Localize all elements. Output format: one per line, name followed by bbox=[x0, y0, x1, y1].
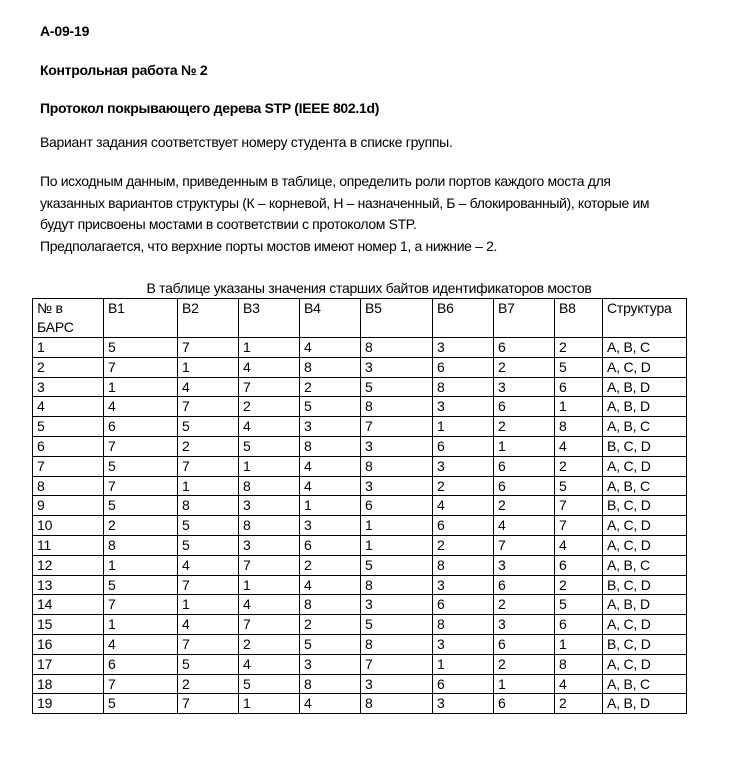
table-row bbox=[33, 575, 687, 595]
bridge-id-cell: 5 bbox=[178, 417, 239, 437]
bridge-id-cell: 5 bbox=[178, 654, 239, 674]
bridge-id-cell: 7 bbox=[104, 595, 178, 615]
structure-cell: A, B, D bbox=[603, 595, 687, 615]
bridge-id-cell: 6 bbox=[494, 338, 555, 358]
structure-cell: B, C, D bbox=[603, 496, 687, 516]
bridge-id-cell: 5 bbox=[361, 615, 433, 635]
bridge-id-cell: 8 bbox=[433, 555, 494, 575]
bridge-id-cell: 8 bbox=[300, 674, 361, 694]
bridge-id-cell: 4 bbox=[178, 377, 239, 397]
bridge-id-cell: 8 bbox=[361, 575, 433, 595]
structure-cell: A, B, C bbox=[603, 674, 687, 694]
bridge-id-cell: 7 bbox=[555, 516, 603, 536]
bridge-id-cell: 4 bbox=[300, 694, 361, 714]
bridge-id-cell: 1 bbox=[433, 654, 494, 674]
bridge-id-cell: 8 bbox=[300, 436, 361, 456]
bridge-id-cell: 3 bbox=[361, 674, 433, 694]
bridge-id-cell: 6 bbox=[494, 476, 555, 496]
bridge-id-cell: 3 bbox=[433, 397, 494, 417]
bridge-id-cell: 7 bbox=[178, 338, 239, 358]
bridge-id-cell: 5 bbox=[104, 694, 178, 714]
bridge-id-cell: 1 bbox=[555, 634, 603, 654]
bridge-id-cell: 7 bbox=[178, 397, 239, 417]
table-row bbox=[33, 496, 687, 516]
table-row bbox=[33, 338, 687, 358]
bridge-id-cell: 2 bbox=[300, 555, 361, 575]
bridge-id-cell: 6 bbox=[433, 595, 494, 615]
bridge-id-cell: 5 bbox=[239, 674, 300, 694]
bridge-id-cell: 2 bbox=[494, 496, 555, 516]
bridge-id-cell: 3 bbox=[300, 417, 361, 437]
structure-cell: A, B, C bbox=[603, 338, 687, 358]
bridge-id-cell: 2 bbox=[494, 357, 555, 377]
variant-number-cell: 16 bbox=[33, 634, 104, 654]
table-row bbox=[33, 555, 687, 575]
bridge-id-cell: 2 bbox=[555, 575, 603, 595]
bridge-id-cell: 5 bbox=[104, 338, 178, 358]
bridge-id-cell: 1 bbox=[433, 417, 494, 437]
task-paragraph-line: указанных вариантов структуры (К – корневой, Н – назначенный, Б – блокированный), которые им bbox=[40, 194, 650, 211]
structure-cell: A, C, D bbox=[603, 456, 687, 476]
bridge-id-cell: 8 bbox=[361, 634, 433, 654]
bridge-id-cell: 6 bbox=[361, 496, 433, 516]
table-row bbox=[33, 674, 687, 694]
document-subtitle: Протокол покрывающего дерева STP (IEEE 802.1d) bbox=[40, 100, 380, 116]
header-bridge-b7: B7 bbox=[494, 299, 555, 338]
bridge-id-cell: 4 bbox=[239, 654, 300, 674]
variant-number-cell: 13 bbox=[33, 575, 104, 595]
bridge-id-cell: 2 bbox=[178, 674, 239, 694]
bridge-id-cell: 4 bbox=[239, 357, 300, 377]
bridge-id-cell: 8 bbox=[300, 595, 361, 615]
variant-number-cell: 6 bbox=[33, 436, 104, 456]
bridge-id-cell: 1 bbox=[300, 496, 361, 516]
variant-number-cell: 10 bbox=[33, 516, 104, 536]
bridge-id-cell: 8 bbox=[361, 456, 433, 476]
table-body bbox=[33, 338, 687, 714]
table-row bbox=[33, 595, 687, 615]
bridge-id-cell: 5 bbox=[178, 516, 239, 536]
bridge-id-cell: 1 bbox=[239, 338, 300, 358]
bridge-id-cell: 7 bbox=[361, 654, 433, 674]
bridge-id-cell: 7 bbox=[239, 377, 300, 397]
structure-cell: B, C, D bbox=[603, 436, 687, 456]
bridge-id-cell: 3 bbox=[300, 516, 361, 536]
table-row bbox=[33, 476, 687, 496]
bridge-id-cell: 5 bbox=[361, 555, 433, 575]
structure-cell: A, B, C bbox=[603, 476, 687, 496]
bridge-id-cell: 8 bbox=[178, 496, 239, 516]
structure-cell: A, C, D bbox=[603, 357, 687, 377]
table-header-row bbox=[33, 299, 687, 338]
variant-number-cell: 3 bbox=[33, 377, 104, 397]
table-row bbox=[33, 694, 687, 714]
header-structure: Структура bbox=[603, 299, 687, 338]
task-paragraph-line: По исходным данным, приведенным в таблице, определить роли портов каждого моста для bbox=[40, 173, 611, 189]
table-row bbox=[33, 436, 687, 456]
bridge-id-cell: 8 bbox=[361, 694, 433, 714]
structure-cell: A, B, D bbox=[603, 694, 687, 714]
bridge-id-cell: 4 bbox=[178, 615, 239, 635]
bridge-id-cell: 7 bbox=[494, 535, 555, 555]
bridge-id-cell: 6 bbox=[300, 535, 361, 555]
bridge-id-cell: 2 bbox=[104, 516, 178, 536]
bridge-id-cell: 6 bbox=[555, 377, 603, 397]
table-row bbox=[33, 377, 687, 397]
bridge-id-cell: 4 bbox=[239, 417, 300, 437]
structure-cell: A, B, D bbox=[603, 397, 687, 417]
header-bridge-b3: B3 bbox=[239, 299, 300, 338]
variant-number-cell: 2 bbox=[33, 357, 104, 377]
bridge-id-cell: 5 bbox=[178, 535, 239, 555]
bridge-id-cell: 1 bbox=[178, 595, 239, 615]
bridge-id-cell: 8 bbox=[361, 397, 433, 417]
bridge-id-cell: 4 bbox=[239, 595, 300, 615]
bridge-id-cell: 1 bbox=[178, 476, 239, 496]
bridge-id-cell: 1 bbox=[239, 575, 300, 595]
header-barс-number: № в БАРС bbox=[33, 299, 104, 338]
bridge-id-cell: 5 bbox=[300, 397, 361, 417]
bridge-id-cell: 7 bbox=[178, 575, 239, 595]
bridge-id-cell: 8 bbox=[300, 357, 361, 377]
bridge-id-cell: 6 bbox=[494, 634, 555, 654]
bridge-id-cell: 2 bbox=[555, 456, 603, 476]
table-row bbox=[33, 516, 687, 536]
structure-cell: A, B, D bbox=[603, 377, 687, 397]
bridge-id-cell: 3 bbox=[433, 694, 494, 714]
bridge-id-cell: 8 bbox=[433, 377, 494, 397]
bridge-id-cell: 3 bbox=[433, 575, 494, 595]
bridge-id-cell: 6 bbox=[494, 575, 555, 595]
bridge-id-cell: 2 bbox=[433, 535, 494, 555]
structure-cell: B, C, D bbox=[603, 575, 687, 595]
variant-number-cell: 17 bbox=[33, 654, 104, 674]
bridge-id-cell: 2 bbox=[555, 694, 603, 714]
task-paragraph bbox=[40, 171, 649, 257]
bridge-id-cell: 1 bbox=[555, 397, 603, 417]
bridge-id-cell: 3 bbox=[361, 357, 433, 377]
bridge-id-cell: 5 bbox=[104, 496, 178, 516]
bridge-id-cell: 6 bbox=[433, 516, 494, 536]
bridge-id-cell: 7 bbox=[178, 456, 239, 476]
bridge-id-cell: 6 bbox=[555, 615, 603, 635]
bridge-id-cell: 4 bbox=[555, 674, 603, 694]
bridge-id-cell: 3 bbox=[239, 535, 300, 555]
bridge-id-cell: 3 bbox=[433, 456, 494, 476]
bridge-id-cell: 8 bbox=[555, 654, 603, 674]
bridge-id-cell: 6 bbox=[555, 555, 603, 575]
table-row bbox=[33, 417, 687, 437]
bridge-id-cell: 6 bbox=[494, 694, 555, 714]
bridge-id-cell: 1 bbox=[494, 436, 555, 456]
variant-number-cell: 4 bbox=[33, 397, 104, 417]
bridge-id-cell: 3 bbox=[433, 634, 494, 654]
table-row bbox=[33, 634, 687, 654]
variant-number-cell: 5 bbox=[33, 417, 104, 437]
bridge-id-cell: 4 bbox=[178, 555, 239, 575]
bridge-id-cell: 3 bbox=[433, 338, 494, 358]
bridge-id-cell: 8 bbox=[239, 476, 300, 496]
table-caption: В таблице указаны значения старших байтов идентификаторов мостов bbox=[146, 280, 592, 296]
bridge-id-cell: 1 bbox=[239, 456, 300, 476]
bridge-id-cell: 1 bbox=[239, 694, 300, 714]
bridge-id-cell: 5 bbox=[555, 595, 603, 615]
header-bridge-b5: B5 bbox=[361, 299, 433, 338]
variant-number-cell: 18 bbox=[33, 674, 104, 694]
bridge-id-cell: 3 bbox=[361, 436, 433, 456]
header-bridge-b6: B6 bbox=[433, 299, 494, 338]
bridge-id-cell: 5 bbox=[104, 575, 178, 595]
bridge-id-cell: 1 bbox=[104, 377, 178, 397]
bridge-id-cell: 7 bbox=[104, 436, 178, 456]
bridge-id-cell: 6 bbox=[433, 674, 494, 694]
variant-paragraph: Вариант задания соответствует номеру студента в списке группы. bbox=[40, 134, 453, 150]
variant-number-cell: 15 bbox=[33, 615, 104, 635]
bridge-id-cell: 2 bbox=[494, 417, 555, 437]
header-bridge-b1: B1 bbox=[104, 299, 178, 338]
bridge-id-cell: 6 bbox=[494, 397, 555, 417]
bridge-id-cell: 2 bbox=[239, 397, 300, 417]
bridge-id-cell: 7 bbox=[239, 615, 300, 635]
bridge-id-cell: 5 bbox=[361, 377, 433, 397]
bridge-id-cell: 1 bbox=[361, 535, 433, 555]
bridge-id-cell: 7 bbox=[239, 555, 300, 575]
bridge-id-cell: 7 bbox=[104, 357, 178, 377]
structure-cell: B, C, D bbox=[603, 634, 687, 654]
bridge-id-cell: 8 bbox=[239, 516, 300, 536]
bridge-id-cell: 2 bbox=[494, 595, 555, 615]
header-bridge-b8: B8 bbox=[555, 299, 603, 338]
table-row bbox=[33, 654, 687, 674]
bridge-id-cell: 2 bbox=[494, 654, 555, 674]
variant-number-cell: 8 bbox=[33, 476, 104, 496]
task-paragraph-line: будут присвоены мостами в соответствии с протоколом STP. bbox=[40, 216, 417, 232]
bridge-id-cell: 4 bbox=[300, 575, 361, 595]
bridge-id-cell: 4 bbox=[555, 436, 603, 456]
bridge-id-cell: 2 bbox=[178, 436, 239, 456]
bridge-id-cell: 3 bbox=[361, 476, 433, 496]
bridge-id-cell: 7 bbox=[178, 694, 239, 714]
bridge-id-cell: 3 bbox=[361, 595, 433, 615]
document-code: А-09-19 bbox=[40, 23, 90, 39]
bridge-id-cell: 7 bbox=[178, 634, 239, 654]
structure-cell: A, C, D bbox=[603, 654, 687, 674]
variant-number-cell: 9 bbox=[33, 496, 104, 516]
variant-number-cell: 7 bbox=[33, 456, 104, 476]
bridge-id-cell: 2 bbox=[300, 377, 361, 397]
bridge-id-cell: 2 bbox=[300, 615, 361, 635]
bridge-id-cell: 8 bbox=[104, 535, 178, 555]
variant-number-cell: 19 bbox=[33, 694, 104, 714]
bridge-id-cell: 8 bbox=[555, 417, 603, 437]
bridge-id-cell: 4 bbox=[494, 516, 555, 536]
bridge-id-cell: 4 bbox=[300, 476, 361, 496]
bridge-id-cell: 5 bbox=[300, 634, 361, 654]
bridge-id-cell: 5 bbox=[555, 476, 603, 496]
bridge-id-cell: 6 bbox=[104, 417, 178, 437]
bridge-id-cell: 7 bbox=[104, 674, 178, 694]
bridge-id-cell: 4 bbox=[104, 397, 178, 417]
bridge-id-cell: 6 bbox=[433, 436, 494, 456]
variant-number-cell: 12 bbox=[33, 555, 104, 575]
bridge-id-cell: 6 bbox=[104, 654, 178, 674]
bridge-id-cell: 7 bbox=[104, 476, 178, 496]
bridge-id-cell: 1 bbox=[494, 674, 555, 694]
bridge-id-cell: 3 bbox=[494, 555, 555, 575]
bridge-id-cell: 5 bbox=[239, 436, 300, 456]
bridge-id-cell: 2 bbox=[433, 476, 494, 496]
variant-number-cell: 1 bbox=[33, 338, 104, 358]
table-row bbox=[33, 397, 687, 417]
bridge-id-cell: 5 bbox=[555, 357, 603, 377]
bridge-id-cell: 1 bbox=[104, 615, 178, 635]
bridge-id-cell: 3 bbox=[494, 615, 555, 635]
bridge-id-cell: 5 bbox=[104, 456, 178, 476]
bridge-id-cell: 1 bbox=[178, 357, 239, 377]
bridge-id-cell: 3 bbox=[494, 377, 555, 397]
table-row bbox=[33, 456, 687, 476]
bridge-id-cell: 7 bbox=[555, 496, 603, 516]
bridge-id-cell: 4 bbox=[555, 535, 603, 555]
bridge-id-cell: 4 bbox=[300, 338, 361, 358]
variant-number-cell: 14 bbox=[33, 595, 104, 615]
variant-number-cell: 11 bbox=[33, 535, 104, 555]
bridge-id-cell: 6 bbox=[433, 357, 494, 377]
bridge-id-cell: 7 bbox=[361, 417, 433, 437]
structure-cell: A, B, C bbox=[603, 417, 687, 437]
table-row bbox=[33, 615, 687, 635]
structure-cell: A, C, D bbox=[603, 516, 687, 536]
bridge-id-cell: 8 bbox=[361, 338, 433, 358]
header-bridge-b4: B4 bbox=[300, 299, 361, 338]
bridge-id-cell: 3 bbox=[300, 654, 361, 674]
table-row bbox=[33, 357, 687, 377]
bridge-id-cell: 2 bbox=[239, 634, 300, 654]
header-bridge-b2: B2 bbox=[178, 299, 239, 338]
structure-cell: A, C, D bbox=[603, 615, 687, 635]
bridge-id-cell: 4 bbox=[104, 634, 178, 654]
bridge-id-cell: 6 bbox=[494, 456, 555, 476]
table-row bbox=[33, 535, 687, 555]
bridge-id-cell: 4 bbox=[433, 496, 494, 516]
structure-cell: A, C, D bbox=[603, 535, 687, 555]
bridge-id-cell: 1 bbox=[104, 555, 178, 575]
bridge-id-cell: 2 bbox=[555, 338, 603, 358]
bridge-id-cell: 8 bbox=[433, 615, 494, 635]
bridge-id-cell: 1 bbox=[361, 516, 433, 536]
bridge-id-cell: 3 bbox=[239, 496, 300, 516]
bridge-id-table bbox=[32, 298, 687, 714]
bridge-id-cell: 4 bbox=[300, 456, 361, 476]
task-paragraph-line: Предполагается, что верхние порты мостов имеют номер 1, а нижние – 2. bbox=[40, 237, 498, 254]
document-title: Контрольная работа № 2 bbox=[40, 62, 208, 78]
structure-cell: A, B, C bbox=[603, 555, 687, 575]
